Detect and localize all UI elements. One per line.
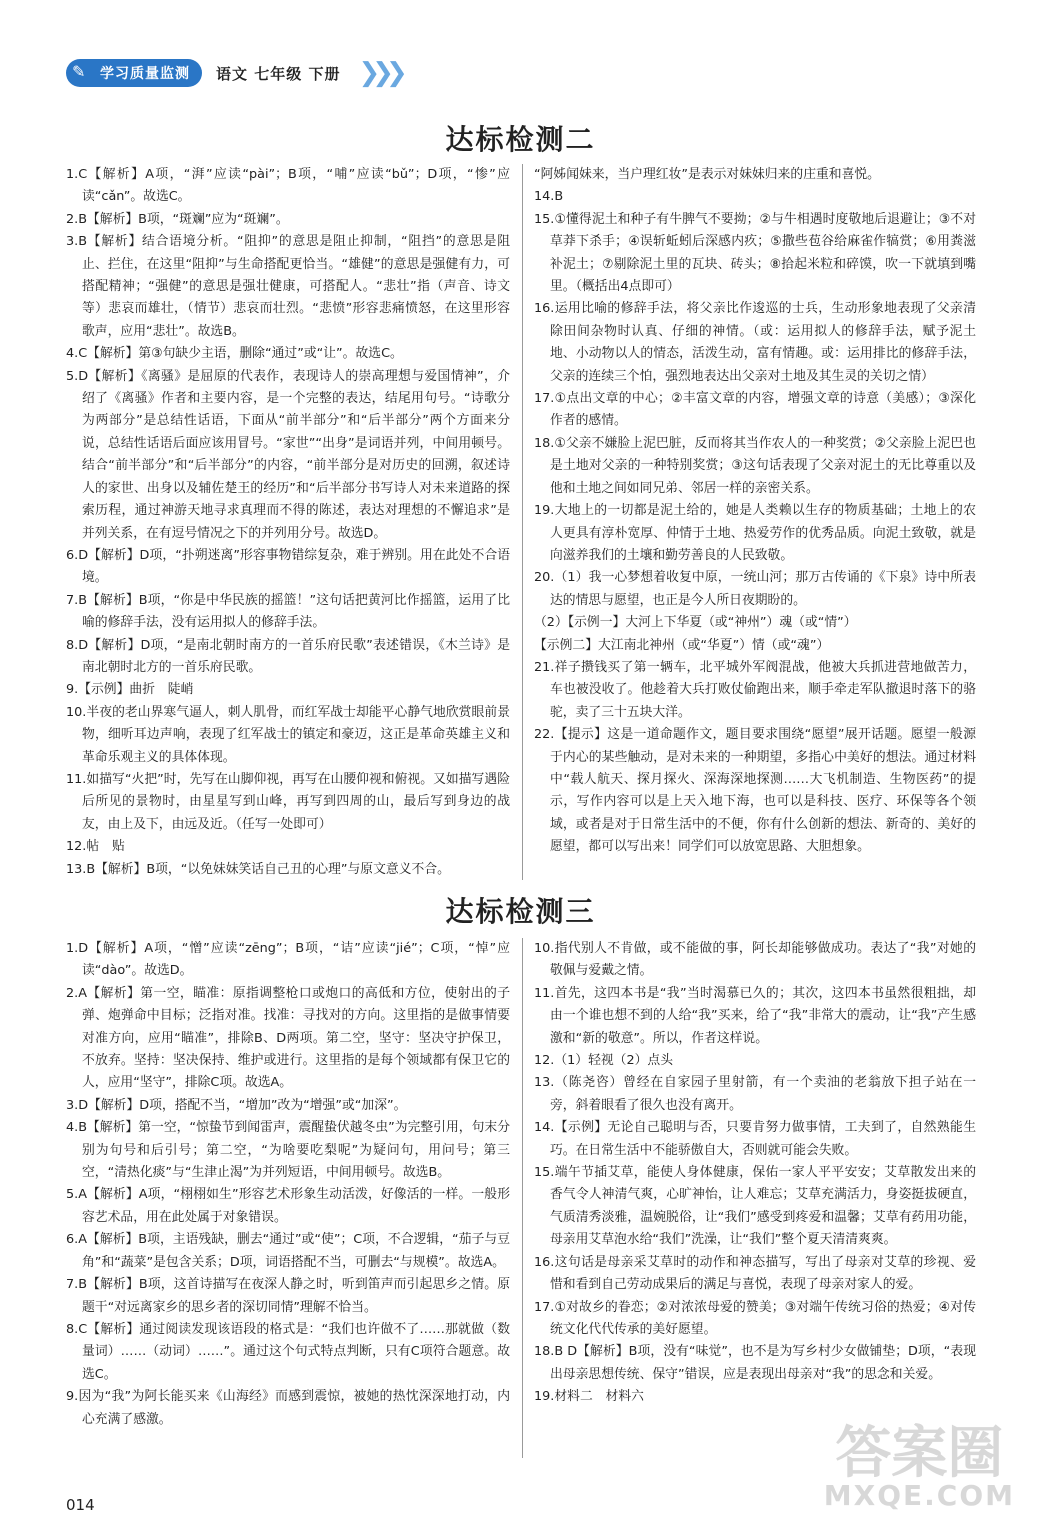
answer-item: 13.（陈尧咨）曾经在自家园子里射箭，有一个卖油的老翁放下担子站在一旁，斜着眼看了很久也没有离开。 — [534, 1075, 976, 1113]
answer-item: 13.B【解析】B项，“以免妹妹笑话自己丑的心理”与原文意义不合。 — [66, 861, 450, 877]
answer-item: 22.【提示】这是一道命题作文，题目要求围绕“愿望”展开话题。愿望一般源于内心的某些触动，是对未来的一种期望，多指心中美好的想法。通过材料中“载人航天、探月探火、深海深地探测……大飞机制造、生物医药”的提示，写作内容可以是上天入地下海，也可以是科技、医疗、环保等各个领域，或者是对于日常生活中的不便，你有什么创新的想法、新奇的、美好的愿望，都可以写出来！同学们可以放宽思路、大胆想象。 — [534, 727, 976, 855]
answer-item: 15.①懂得泥土和种子有牛脾气不要拗；②与牛相遇时度敬地后退避让；③不对草莽下杀手；④误斩蚯蚓后深感内疚；⑤撒些苞谷给麻雀作犒赏；⑥用粪滋补泥土；⑦剔除泥土里的瓦块、砖头；⑧拾起米粒和碎馍，吹一下就填到嘴里。（概括出4点即可） — [534, 211, 976, 295]
answer-item: （2）【示例一】大河上下华夏（或“神州”）魂（或“情”） — [534, 615, 857, 631]
answer-item: 9.因为“我”为阿长能买来《山海经》而感到震惊，被她的热忱深深地打动，内心充满了感激。 — [66, 1389, 510, 1427]
answer-item: 14.【示例】无论自己聪明与否，只要肯努力做事情，工夫到了，自然熟能生巧。在日常生活中不能骄傲自大，否则就可能会失败。 — [534, 1120, 976, 1158]
section3-right-column — [534, 938, 976, 1409]
answer-item: 15.端午节插艾草，能使人身体健康，保佑一家人平平安安；艾草散发出来的香气令人神清气爽，心旷神怡，让人难忘；艾草充满活力，身姿挺拔硬直，气质清秀淡雅，温婉脱俗，让“我们”感受到疼爱和温馨；艾草有药用功能，母亲用艾草泡水给“我们”洗澡，让“我们”整个夏天清清爽爽。 — [534, 1165, 976, 1248]
answer-item: 9.【示例】曲折 陡峭 — [66, 682, 194, 698]
answer-item: 16.运用比喻的修辞手法，将父亲比作逡巡的士兵，生动形象地表现了父亲清除田间杂物时认真、仔细的神情。（或：运用拟人的修辞手法，赋予泥土地、小动物以人的情态，活泼生动，富有情趣。或：运用排比的修辞手法，父亲的连续三个怕，强烈地表达出父亲对土地及其生灵的关切之情） — [534, 301, 976, 384]
answer-item: 6.A【解析】B项，主语残缺，删去“通过”或“使”；C项，不合逻辑，“茄子与豆角”和“蔬菜”是包含关系；D项，词语搭配不当，可删去“与规模”。故选A。 — [66, 1232, 510, 1270]
answer-item: “阿姊闻妹来，当户理红妆”是表示对妹妹归来的庄重和喜悦。 — [534, 167, 880, 182]
answer-item: 6.D【解析】D项，“扑朔迷离”形容事物错综复杂，难于辨别。用在此处不合语境。 — [66, 547, 510, 586]
answer-item: 18.①父亲不嫌脸上泥巴脏，反而将其当作农人的一种奖赏；②父亲脸上泥巴也是土地对父亲的一种特别奖赏；③这句话表现了父亲对泥土的无比尊重以及他和土地之间如同兄弟、邻居一样的亲密关系。 — [534, 435, 976, 496]
answer-item: 8.C【解析】通过阅读发现该语段的格式是：“我们也许做不了……那就做（数量词）……（动词）……”。通过这个句式特点判断，只有C项符合题意。故选C。 — [66, 1321, 510, 1382]
section3-title: 达标检测三 — [445, 895, 596, 928]
answer-item: 16.这句话是母亲采艾草时的动作和神态描写，写出了母亲对艾草的珍视、爱惜和看到自己劳动成果后的满足与喜悦，表现了母亲对家人的爱。 — [534, 1254, 976, 1293]
answer-item: 12.帖 贴 — [66, 839, 125, 855]
answer-item: 4.B【解析】第一空，“惊蛰节到闻雷声，震醒蛰伏越冬虫”为完整引用，句末分别为句号和后引号；第二空，“为啥要吃梨呢”为疑问句，用问号；第三空，“清热化痰”与“生津止渴”为并列短语，中间用顿号。故选B。 — [66, 1120, 510, 1181]
answer-item: 3.B【解析】结合语境分析。“阻抑”的意思是阻止抑制，“阻挡”的意思是阻止、拦住，在这里“阻抑”与生命搭配更恰当。“雄健”的意思是强健有力，可搭配精神；“强健”的意思是强壮健康，可搭配人。“悲壮”指（声音、诗文等）悲哀而雄壮，（情节）悲哀而壮烈。“悲愤”形容悲痛愤怒，在这里形容歌声，应用“悲壮”。故选B。 — [66, 234, 510, 339]
answer-item: 2.A【解析】第一空，瞄准：原指调整枪口或炮口的高低和方位，使射出的子弹、炮弹命中目标；泛指对准。找准：寻找对的方向。这里指的是做事情要对准方向，应用“瞄准”，排除B、D两项。第二空，坚守：坚决守护保卫，不放弃。坚持：坚决保持、维护或进行。这里指的是每个领域都有保卫它的人，应用“坚守”，排除C项。故选A。 — [66, 985, 510, 1091]
answer-item: 2.B【解析】B项，“斑斓”应为“斑斓”。 — [66, 211, 289, 227]
watermark — [823, 1421, 1015, 1512]
watermark-site: MXQE.COM — [823, 1479, 1015, 1512]
book-header — [66, 58, 400, 88]
answer-item: 10.指代别人不肯做，或不能做的事，阿长却能够做成功。表达了“我”对她的敬佩与爱戴之情。 — [534, 941, 976, 979]
section2-right-column — [534, 164, 976, 859]
arrows-icon: ❯❯❯ — [358, 58, 400, 88]
answer-item: 7.B【解析】B项，“你是中华民族的摇篮！”这句话把黄河比作摇篮，运用了比喻的修辞手法，没有运用拟人的修辞手法。 — [66, 592, 510, 631]
answer-item: 14.B — [534, 189, 564, 205]
answer-item: 1.C【解析】A项，“湃”应读“pài”；B项，“哺”应读“bǔ”；D项，“惨”应读“cǎn”。故选C。 — [66, 167, 510, 205]
series-label: 学习质量监测 — [100, 66, 190, 82]
page-number: 014 — [66, 1496, 95, 1514]
subject-label: 语文 七年级 下册 — [216, 64, 341, 83]
answer-item: 5.A【解析】A项，“栩栩如生”形容艺术形象生动活泼，好像活的一样。一般形容艺术品，用在此处属于对象错误。 — [66, 1187, 510, 1225]
answer-item: 20.（1）我一心梦想着收复中原，一统山河；那万古传诵的《下泉》诗中所表达的情思与愿望，也正是今人所日夜期盼的。 — [534, 570, 976, 608]
watermark-logo: 答案圈 — [835, 1421, 1004, 1486]
answer-item: 3.D【解析】D项，搭配不当，“增加”改为“增强”或“加深”。 — [66, 1097, 407, 1113]
answer-item: 17.①对故乡的眷恋；②对浓浓母爱的赞美；③对端午传统习俗的热爱；④对传统文化代代传承的美好愿望。 — [534, 1299, 976, 1337]
pen-icon: ✎ — [72, 62, 87, 81]
answer-item: 12.（1）轻视（2）点头 — [534, 1053, 674, 1069]
answer-item: 17.①点出文章的中心；②丰富文章的内容，增强文章的诗意（美感）；③深化作者的感情。 — [534, 391, 976, 429]
section2-left-column — [66, 164, 510, 881]
series-badge — [66, 59, 202, 87]
answer-item: 11.如描写“火把”时，先写在山脚仰视，再写在山腰仰视和俯视。又如描写遇险后所见的景物时，由星星写到山峰，再写到四周的山，最后写到身边的战友，由上及下，由远及近。（任写一处即可） — [66, 771, 510, 832]
column-divider — [522, 164, 523, 880]
section3-left-column — [66, 938, 510, 1431]
answer-item: 5.D【解析】《离骚》是屈原的代表作，表现诗人的崇高理想与爱国情神”，介绍了《离骚》作者和主要内容，是一个完整的表达，结尾用句号。“诗歌分为两部分”是总结性话语，下面从“前半部分”和“后半部分”两个方面来分说，总结性话语后面应该用冒号。“家世”“出身”是词语并列，中间用顿号。结合“前半部分”和“后半部分”的内容，“前半部分是对历史的回溯，叙述诗人的家世、出身以及辅佐楚王的经历”和“后半部分书写诗人对未来道路的探索历程，通过神游天地寻求真理而不得的陈述，表达对理想的不懈追求”是并列关系，在有逗号情况之下的并列用分号。故选D。 — [66, 368, 510, 541]
column-divider — [522, 938, 523, 1458]
answer-item: 8.D【解析】D项，“是南北朝时南方的一首乐府民歌”表述错误，《木兰诗》是南北朝时北方的一首乐府民歌。 — [66, 637, 510, 675]
answer-item: 4.C【解析】第③句缺少主语，删除“通过”或“让”。故选C。 — [66, 346, 403, 362]
answer-item: 【示例二】大江南北神州（或“华夏”）情（或“魂”） — [534, 637, 830, 653]
answer-item: 19.大地上的一切都是泥土给的，她是人类赖以生存的物质基础；土地上的农人更具有淳朴宽厚、仲情于土地、热爱劳作的优秀品质。向泥土致敬，就是向滋养我们的土壤和勤劳善良的人民致敬。 — [534, 503, 976, 563]
answer-item: 1.D【解析】A项，“憎”应读“zēng”；B项，“诘”应读“jié”；C项，“悼”应读“dào”。故选D。 — [66, 941, 510, 979]
answer-item: 21.祥子攒钱买了第一辆车，北平城外军阀混战，他被大兵抓进营地做苦力，车也被没收了。他趁着大兵打败仗偷跑出来，顺手牵走军队撤退时落下的骆驼，卖了三十五块大洋。 — [534, 659, 976, 720]
answer-item: 18.B D【解析】B项，没有“味觉”，也不是为写乡村少女做铺垫；D项，“表现出母亲思想传统、保守”错误，应是表现出母亲对“我”的思念和关爱。 — [534, 1344, 976, 1382]
answer-item: 19.材料二 材料六 — [534, 1389, 644, 1405]
section2-title: 达标检测二 — [445, 123, 596, 156]
answer-item: 11.首先，这四本书是“我”当时渴慕已久的；其次，这四本书虽然很粗拙，却由一个谁也想不到的人给“我”买来，给了“我”非常大的震动，让“我”产生感激和“新的敬意”。所以，作者这样说。 — [534, 985, 976, 1046]
answer-item: 7.B【解析】B项，这首诗描写在夜深人静之时，听到笛声而引起思乡之情。原题干“对远离家乡的思乡者的深切同情”理解不恰当。 — [66, 1277, 510, 1315]
answer-item: 10.半夜的老山界寒气逼人，刺人肌骨，而红军战士却能平心静气地欣赏眼前景物，细听耳边声响，表现了红军战士的镇定和豪迈，这正是革命英雄主义和革命乐观主义的具体体现。 — [66, 704, 510, 765]
